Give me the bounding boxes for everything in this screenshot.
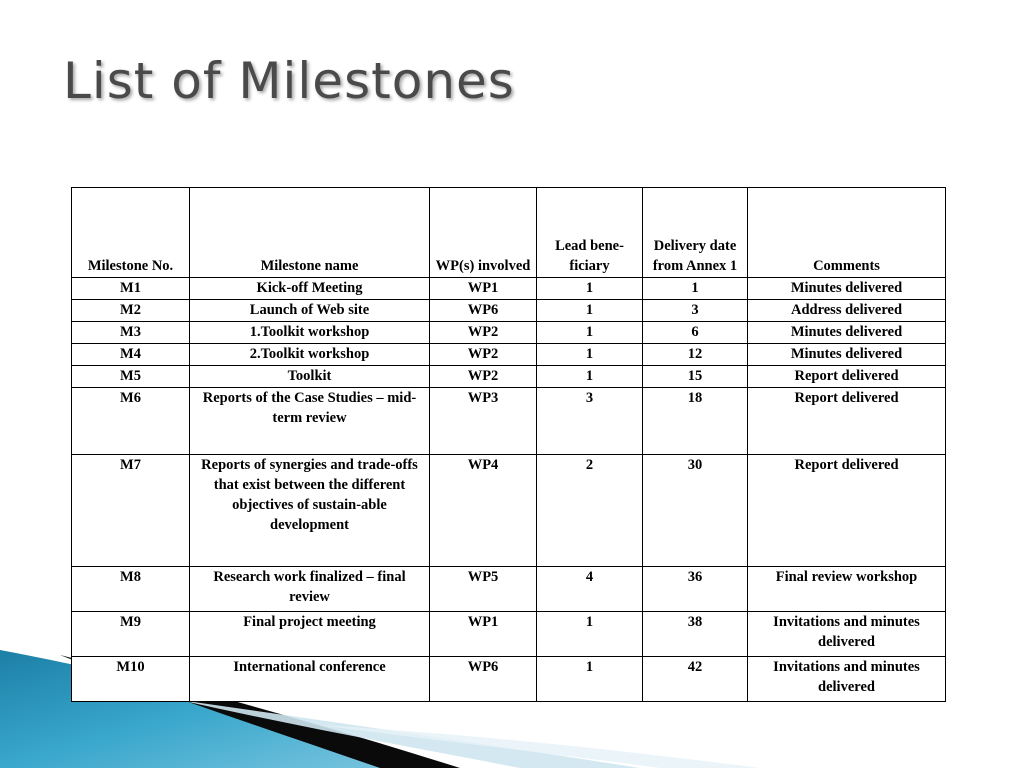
- cell-wp: WP4: [430, 455, 537, 567]
- table-row: [72, 657, 946, 702]
- table-row: [72, 455, 946, 567]
- table-row: [72, 567, 946, 612]
- cell-milestone-name: Toolkit: [190, 366, 430, 388]
- cell-delivery: 15: [643, 366, 748, 388]
- cell-lead: 1: [537, 278, 643, 300]
- cell-wp: WP1: [430, 278, 537, 300]
- cell-milestone-name: Reports of the Case Studies – mid-term review: [190, 388, 430, 455]
- cell-lead: 1: [537, 322, 643, 344]
- cell-milestone-name: 1.Toolkit workshop: [190, 322, 430, 344]
- cell-wp: WP6: [430, 300, 537, 322]
- cell-wp: WP2: [430, 322, 537, 344]
- cell-comments: Address delivered: [748, 300, 946, 322]
- cell-milestone-no: M1: [72, 278, 190, 300]
- cell-lead: 2: [537, 455, 643, 567]
- cell-comments: Minutes delivered: [748, 278, 946, 300]
- cell-lead: 1: [537, 612, 643, 657]
- cell-comments: Invitations and minutes delivered: [748, 612, 946, 657]
- cell-lead: 1: [537, 344, 643, 366]
- table-row: [72, 344, 946, 366]
- cell-milestone-name: Reports of synergies and trade-offs that exist between the different objectives of sustain-able development: [190, 455, 430, 567]
- cell-milestone-no: M6: [72, 388, 190, 455]
- cell-comments: Minutes delivered: [748, 322, 946, 344]
- cell-milestone-no: M7: [72, 455, 190, 567]
- cell-wp: WP1: [430, 612, 537, 657]
- cell-delivery: 38: [643, 612, 748, 657]
- cell-lead: 1: [537, 657, 643, 702]
- cell-milestone-no: M2: [72, 300, 190, 322]
- table-row: [72, 300, 946, 322]
- cell-milestone-name: Research work finalized – final review: [190, 567, 430, 612]
- cell-delivery: 42: [643, 657, 748, 702]
- header-delivery-date: Delivery date from Annex 1: [643, 188, 748, 278]
- cell-lead: 1: [537, 366, 643, 388]
- cell-comments: Minutes delivered: [748, 344, 946, 366]
- cell-comments: Report delivered: [748, 366, 946, 388]
- cell-milestone-no: M9: [72, 612, 190, 657]
- cell-delivery: 30: [643, 455, 748, 567]
- cell-milestone-no: M4: [72, 344, 190, 366]
- header-lead-beneficiary: Lead bene-ficiary: [537, 188, 643, 278]
- cell-delivery: 6: [643, 322, 748, 344]
- table-row: [72, 322, 946, 344]
- table-row: [72, 278, 946, 300]
- cell-milestone-name: 2.Toolkit workshop: [190, 344, 430, 366]
- header-comments: Comments: [748, 188, 946, 278]
- milestones-table: [71, 187, 946, 702]
- table-row: [72, 366, 946, 388]
- cell-milestone-name: Launch of Web site: [190, 300, 430, 322]
- cell-wp: WP5: [430, 567, 537, 612]
- cell-wp: WP6: [430, 657, 537, 702]
- cell-milestone-no: M3: [72, 322, 190, 344]
- cell-wp: WP2: [430, 344, 537, 366]
- table-row: [72, 388, 946, 455]
- cell-delivery: 12: [643, 344, 748, 366]
- table-header: [72, 188, 946, 278]
- cell-lead: 3: [537, 388, 643, 455]
- cell-comments: Report delivered: [748, 388, 946, 455]
- cell-milestone-name: Final project meeting: [190, 612, 430, 657]
- header-milestone-name: Milestone name: [190, 188, 430, 278]
- cell-milestone-name: International conference: [190, 657, 430, 702]
- cell-lead: 4: [537, 567, 643, 612]
- cell-comments: Report delivered: [748, 455, 946, 567]
- slide-title: List of Milestones: [63, 52, 515, 110]
- table-row: [72, 612, 946, 657]
- header-wp-involved: WP(s) involved: [430, 188, 537, 278]
- cell-delivery: 1: [643, 278, 748, 300]
- cell-milestone-name: Kick-off Meeting: [190, 278, 430, 300]
- header-milestone-no: Milestone No.: [72, 188, 190, 278]
- cell-delivery: 36: [643, 567, 748, 612]
- cell-comments: Final review workshop: [748, 567, 946, 612]
- cell-wp: WP3: [430, 388, 537, 455]
- cell-delivery: 3: [643, 300, 748, 322]
- cell-comments: Invitations and minutes delivered: [748, 657, 946, 702]
- cell-milestone-no: M8: [72, 567, 190, 612]
- cell-lead: 1: [537, 300, 643, 322]
- cell-milestone-no: M5: [72, 366, 190, 388]
- cell-wp: WP2: [430, 366, 537, 388]
- cell-delivery: 18: [643, 388, 748, 455]
- cell-milestone-no: M10: [72, 657, 190, 702]
